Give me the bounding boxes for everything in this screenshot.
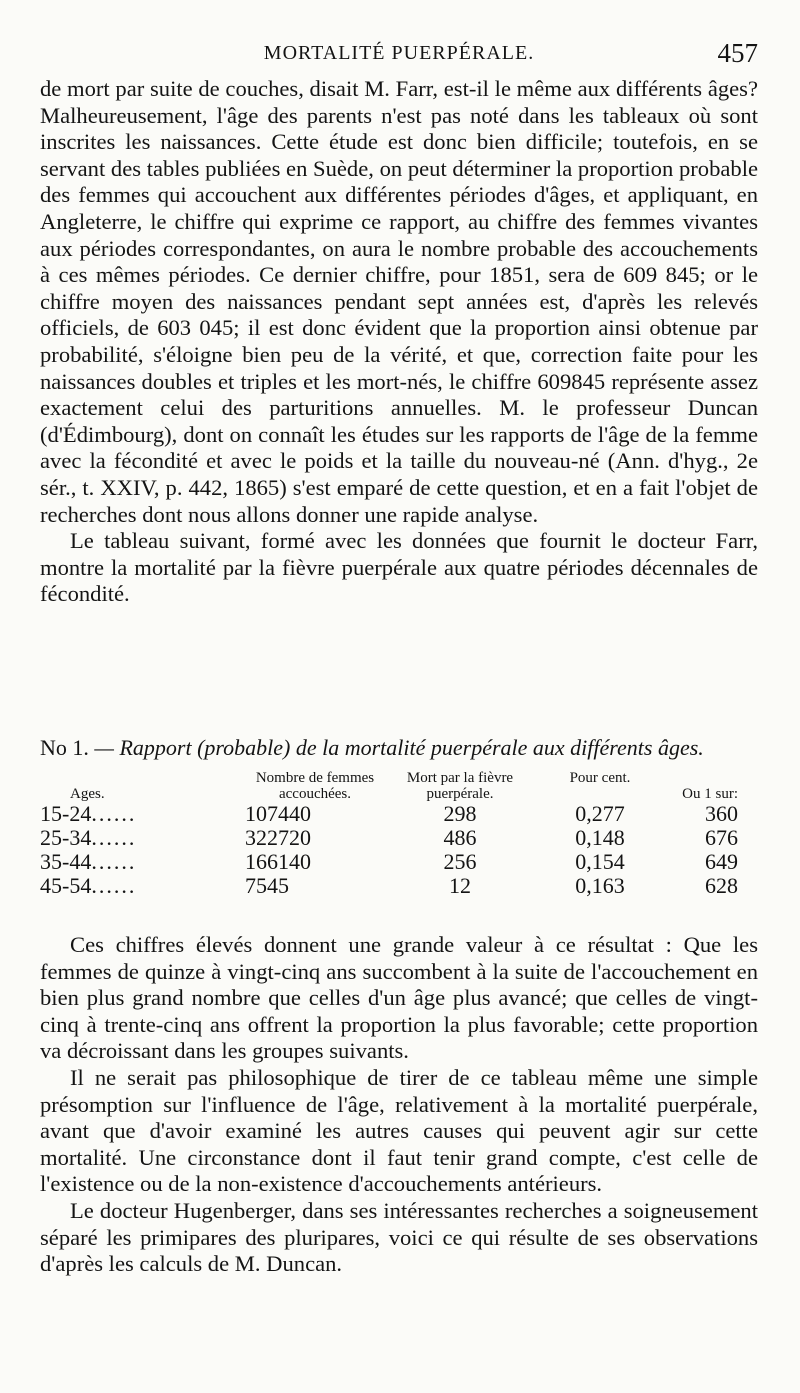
table-row — [40, 802, 758, 826]
header-ou-sur: Ou 1 sur: — [682, 786, 738, 802]
leader-dots: ...... — [91, 849, 137, 874]
header-nombre: Nombre de femmes accouchées. — [255, 770, 375, 802]
cell-ou: 676 — [705, 825, 738, 850]
page-number: 457 — [717, 38, 758, 68]
cell-pct: 0,277 — [575, 801, 625, 826]
paragraph-3: Ces chiffres élevés donnent une grande valeur à ce résultat : Que les femmes de quinze à vingt-cinq ans succombent à la suite de l'accouchement en bien plus grand nombre que celles d'un âge plus avancé; que celles de vingt-cinq à trente-cinq ans offrent la proportion la plus favorable; cette proportion va décroissant dans les groupes suivants. — [40, 932, 758, 1064]
cell-mort: 256 — [443, 849, 477, 874]
table-row — [40, 850, 758, 874]
cell-age: 45-54 — [40, 873, 92, 898]
leader-dots: ...... — [91, 825, 137, 850]
cell-mort: 486 — [443, 825, 477, 850]
table-number: No 1. — [40, 735, 89, 760]
mortality-table — [40, 770, 758, 898]
cell-pct: 0,148 — [575, 825, 625, 850]
cell-ou: 360 — [705, 801, 738, 826]
body-text-top — [40, 76, 758, 608]
body-text-bottom — [40, 932, 758, 1278]
cell-mort: 12 — [449, 873, 471, 898]
cell-age: 25-34 — [40, 825, 92, 850]
table-header-row — [40, 770, 758, 802]
header-mort: Mort par la fièvre puerpérale. — [406, 770, 514, 802]
table-row — [40, 874, 758, 898]
running-title: MORTALITÉ PUERPÉRALE. — [263, 42, 535, 64]
running-head — [40, 40, 758, 70]
cell-pct: 0,163 — [575, 873, 625, 898]
cell-nombre: 107440 — [245, 801, 311, 826]
table-title — [40, 735, 758, 761]
cell-nombre: 7545 — [245, 873, 289, 898]
paragraph-1: de mort par suite de couches, disait M. Farr, est-il le même aux différents âges? Malheureusement, l'âge des parents n'est pas noté dans les tableaux où sont inscrites les naissances. Cette étude est donc bien difficile; toutefois, en se servant des tables publiées en Suède, on peut déterminer la proportion probable des femmes qui accouchent aux différentes périodes d'âges, et appliquant, en Angleterre, le chiffre qui exprime ce rapport, au chiffre des femmes vivantes aux périodes correspondantes, on aura le nombre probable des accouchements à ces mêmes périodes. Ce dernier chiffre, pour 1851, sera de 609 845; or le chiffre moyen des naissances pendant sept années est, d'après les relevés officiels, de 603 045; il est donc évident que la proportion ainsi obtenue par probabilité, s'éloigne bien peu de la vérité, et que, correction faite pour les naissances doubles et triples et les mort-nés, le chiffre 609845 représente assez exactement celui des parturitions annuelles. M. le professeur Duncan (d'Édimbourg), dont on connaît les études sur les rapports de l'âge de la femme avec la fécondité et avec le poids et la taille du nouveau-né (Ann. d'hyg., 2e sér., t. XXIV, p. 442, 1865) s'est emparé de cette question, et en a fait l'objet de recherches dont nous allons donner une rapide analyse. — [40, 76, 758, 527]
paragraph-5: Le docteur Hugenberger, dans ses intéressantes recherches a soigneusement séparé les primipares des pluripares, voici ce qui résulte de ses observations d'après les calculs de M. Duncan. — [40, 1197, 758, 1277]
cell-pct: 0,154 — [575, 849, 625, 874]
cell-ou: 628 — [705, 873, 738, 898]
paragraph-2: Le tableau suivant, formé avec les données que fournit le docteur Farr, montre la mortalité par la fièvre puerpérale aux quatre périodes décennales de fécondité. — [40, 528, 758, 607]
header-pour-cent: Pour cent. — [569, 770, 631, 786]
cell-ou: 649 — [705, 849, 738, 874]
cell-age: 35-44 — [40, 849, 92, 874]
leader-dots: ...... — [91, 873, 137, 898]
header-ages: Ages. — [70, 786, 105, 802]
cell-age: 15-24 — [40, 801, 92, 826]
cell-mort: 298 — [443, 801, 477, 826]
cell-nombre: 322720 — [245, 825, 311, 850]
leader-dots: ...... — [91, 801, 137, 826]
table-row — [40, 826, 758, 850]
table-caption: — Rapport (probable) de la mortalité puerpérale aux différents âges. — [94, 735, 704, 760]
cell-nombre: 166140 — [245, 849, 311, 874]
paragraph-4: Il ne serait pas philosophique de tirer de ce tableau même une simple présomption sur l'influence de l'âge, relativement à la mortalité puerpérale, avant que d'avoir examiné les autres causes qui peuvent agir sur cette mortalité. Une circonstance dont il faut tenir grand compte, c'est celle de l'existence ou de la non-existence d'accouchements antérieurs. — [40, 1064, 758, 1197]
